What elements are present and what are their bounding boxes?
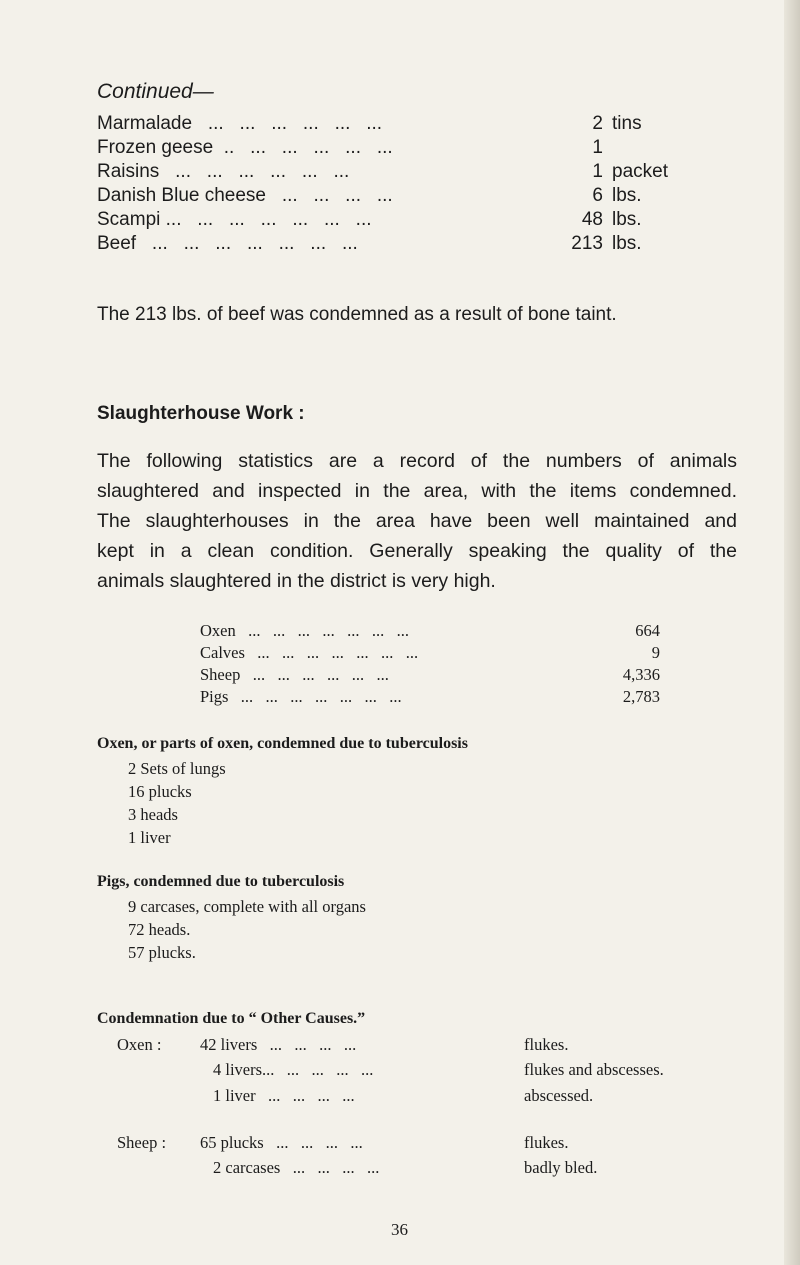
page-number: 36 [391,1220,408,1239]
item-quantity: 1 [592,137,603,158]
oxen-tb-heading: Oxen, or parts of oxen, condemned due to tuberculosis [97,735,468,752]
oxen-condemned-item: 4 livers... ... ... ... ... [213,1060,374,1079]
oxen-condemned-reason: flukes. [524,1035,569,1054]
oxen-tb-item: 2 Sets of lungs [128,759,226,778]
animal-stat-row [200,665,660,687]
sheep-condemned-item: 65 plucks ... ... ... ... [200,1133,363,1152]
animal-label: Oxen ... ... ... ... ... ... ... [200,621,409,640]
animal-label: Sheep ... ... ... ... ... ... [200,665,389,684]
slaughterhouse-heading: Slaughterhouse Work : [97,403,305,424]
item-label: Danish Blue cheese ... ... ... ... [97,185,393,206]
item-unit: packet [612,161,668,182]
item-row [97,113,697,137]
animal-label: Pigs ... ... ... ... ... ... ... [200,687,402,706]
item-label: Frozen geese .. ... ... ... ... ... [97,137,393,158]
item-quantity: 1 [592,161,603,182]
sheep-condemned-reason: badly bled. [524,1158,598,1177]
item-quantity: 2 [592,113,603,134]
item-unit: lbs. [612,185,642,206]
item-unit: lbs. [612,209,642,230]
oxen-condemned-item: 42 livers ... ... ... ... [200,1035,357,1054]
slaughterhouse-paragraph [97,446,737,596]
item-label: Scampi ... ... ... ... ... ... ... [97,209,372,230]
item-quantity: 6 [592,185,603,206]
pigs-tb-item: 9 carcases, complete with all organs [128,897,366,916]
item-quantity: 48 [581,209,603,230]
item-unit: lbs. [612,233,642,254]
animal-count: 9 [651,643,660,662]
animal-stat-row [200,643,660,665]
animal-stat-row [200,687,660,709]
item-quantity: 213 [571,233,603,254]
item-row [97,233,697,257]
item-label: Beef ... ... ... ... ... ... ... [97,233,358,254]
item-row [97,161,697,185]
beef-note: The 213 lbs. of beef was condemned as a result of bone taint. [97,304,617,325]
pigs-tb-item: 72 heads. [128,920,191,939]
animal-count: 664 [635,621,660,640]
paragraph-line: The following statistics are a record of the numbers of animals [97,450,737,472]
continued-label: Continued— [97,80,214,103]
oxen-condemned-reason: abscessed. [524,1086,594,1105]
item-label: Raisins ... ... ... ... ... ... [97,161,350,182]
sheep-condemned-reason: flukes. [524,1133,569,1152]
paragraph-line: slaughtered and inspected in the area, with the items condemned. [97,480,737,502]
item-row [97,137,697,161]
oxen-tb-item: 3 heads [128,805,178,824]
animal-label: Calves ... ... ... ... ... ... ... [200,643,419,662]
paragraph-line: kept in a clean condition. Generally speaking the quality of the [97,540,737,562]
oxen-tb-item: 16 plucks [128,782,192,801]
other-causes-heading: Condemnation due to “ Other Causes.” [97,1010,366,1027]
pigs-tb-item: 57 plucks. [128,943,196,962]
item-row [97,185,697,209]
paragraph-line: animals slaughtered in the district is very high. [97,570,496,592]
animal-count: 2,783 [622,687,660,706]
sheep-label: Sheep : [117,1133,167,1152]
oxen-condemned-item: 1 liver ... ... ... ... [213,1086,355,1105]
animal-count: 4,336 [622,665,660,684]
item-row [97,209,697,233]
sheep-condemned-item: 2 carcases ... ... ... ... [213,1158,380,1177]
oxen-tb-item: 1 liver [128,828,171,847]
page-edge-shadow [784,0,800,1265]
oxen-condemned-reason: flukes and abscesses. [524,1060,664,1079]
item-label: Marmalade ... ... ... ... ... ... [97,113,383,134]
item-unit: tins [612,113,642,134]
animal-stat-row [200,621,660,643]
paragraph-line: The slaughterhouses in the area have been well maintained and [97,510,737,532]
pigs-tb-heading: Pigs, condemned due to tuberculosis [97,873,345,890]
oxen-label: Oxen : [117,1035,162,1054]
